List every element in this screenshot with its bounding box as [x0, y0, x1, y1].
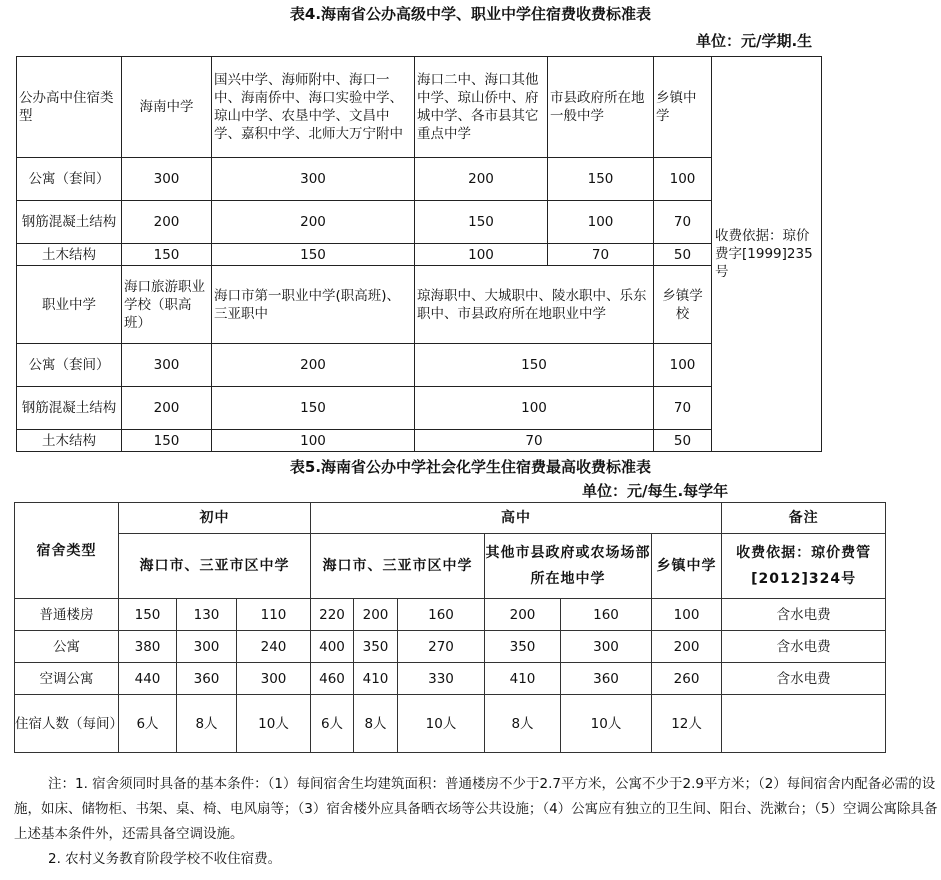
- table4-header-row: [17, 57, 822, 158]
- table4-title: 表4.海南省公办高级中学、职业中学住宿费收费标准表: [289, 5, 652, 23]
- header-cell: 海口市第一职业中学(职高班)、三亚职中: [212, 266, 415, 344]
- value-cell: 400: [311, 631, 354, 663]
- value-cell: 50: [654, 244, 712, 266]
- value-cell: 70: [654, 201, 712, 244]
- table-row: [15, 663, 886, 695]
- table5: [14, 502, 886, 753]
- header-cell: 收费依据：琼价费管[2012]324号: [722, 534, 886, 599]
- table-row: [15, 695, 886, 753]
- row-label: 公寓（套间）: [17, 344, 122, 387]
- value-cell: 410: [354, 663, 398, 695]
- value-cell: 100: [415, 387, 654, 430]
- row-label: 住宿人数（每间）: [15, 695, 119, 753]
- table-row: [15, 599, 886, 631]
- header-cell: 公办高中住宿类型: [17, 57, 122, 158]
- value-cell: 150: [212, 244, 415, 266]
- header-cell: 市县政府所在地一般中学: [548, 57, 654, 158]
- value-cell: 300: [177, 631, 237, 663]
- value-cell: 330: [398, 663, 485, 695]
- row-label: 土木结构: [17, 244, 122, 266]
- header-cell: 海口旅游职业学校（职高班）: [122, 266, 212, 344]
- header-cell: 海口市、三亚市区中学: [311, 534, 485, 599]
- basis-cell: 收费依据：琼价费字[1999]235号: [712, 57, 822, 452]
- row-label: 钢筋混凝土结构: [17, 387, 122, 430]
- value-cell: 220: [311, 599, 354, 631]
- value-cell: 100: [654, 158, 712, 201]
- remark-cell: 含水电费: [722, 599, 886, 631]
- table4-vocational-header-row: [17, 266, 822, 344]
- value-cell: 380: [119, 631, 177, 663]
- table-row: [17, 158, 822, 201]
- header-cell: 海口市、三亚市区中学: [119, 534, 311, 599]
- value-cell: 240: [237, 631, 311, 663]
- value-cell: 160: [398, 599, 485, 631]
- value-cell: 350: [354, 631, 398, 663]
- footnotes: [14, 772, 939, 872]
- value-cell: 150: [415, 201, 548, 244]
- value-cell: 200: [212, 201, 415, 244]
- value-cell: 100: [652, 599, 722, 631]
- value-cell: 200: [652, 631, 722, 663]
- value-cell: 100: [415, 244, 548, 266]
- value-cell: 100: [212, 430, 415, 452]
- value-cell: 200: [122, 201, 212, 244]
- value-cell: 130: [177, 599, 237, 631]
- header-cell: 乡镇中学: [652, 534, 722, 599]
- value-cell: 360: [561, 663, 652, 695]
- header-cell: 备注: [722, 503, 886, 534]
- value-cell: 12人: [652, 695, 722, 753]
- table4-unit: 单位：元/学期.生: [696, 32, 813, 50]
- value-cell: 6人: [119, 695, 177, 753]
- value-cell: 70: [654, 387, 712, 430]
- value-cell: 150: [415, 344, 654, 387]
- header-cell: 初中: [119, 503, 311, 534]
- value-cell: 350: [485, 631, 561, 663]
- value-cell: 300: [122, 158, 212, 201]
- header-cell: 琼海职中、大城职中、陵水职中、乐东职中、市县政府所在地职业中学: [415, 266, 654, 344]
- value-cell: 70: [548, 244, 654, 266]
- row-label: 普通楼房: [15, 599, 119, 631]
- value-cell: 8人: [177, 695, 237, 753]
- value-cell: 150: [212, 387, 415, 430]
- value-cell: 200: [485, 599, 561, 631]
- header-cell: 职业中学: [17, 266, 122, 344]
- value-cell: 300: [237, 663, 311, 695]
- header-cell: 宿舍类型: [15, 503, 119, 599]
- row-label: 钢筋混凝土结构: [17, 201, 122, 244]
- value-cell: 460: [311, 663, 354, 695]
- table5-unit: 单位：元/每生.每学年: [582, 482, 729, 500]
- row-label: 空调公寓: [15, 663, 119, 695]
- value-cell: 10人: [398, 695, 485, 753]
- table4: [16, 56, 822, 452]
- value-cell: 110: [237, 599, 311, 631]
- value-cell: 300: [561, 631, 652, 663]
- value-cell: 10人: [237, 695, 311, 753]
- table-row: [17, 387, 822, 430]
- row-label: 公寓（套间）: [17, 158, 122, 201]
- value-cell: 150: [119, 599, 177, 631]
- table5-subheader-row: [15, 534, 886, 599]
- table5-title: 表5.海南省公办中学社会化学生住宿费最高收费标准表: [289, 458, 652, 476]
- value-cell: 360: [177, 663, 237, 695]
- value-cell: 6人: [311, 695, 354, 753]
- value-cell: 200: [354, 599, 398, 631]
- header-cell: 海口二中、海口其他中学、琼山侨中、府城中学、各市县其它重点中学: [415, 57, 548, 158]
- value-cell: 410: [485, 663, 561, 695]
- value-cell: 150: [122, 244, 212, 266]
- remark-cell: [722, 695, 886, 753]
- value-cell: 8人: [354, 695, 398, 753]
- table-row: [17, 244, 822, 266]
- value-cell: 440: [119, 663, 177, 695]
- value-cell: 300: [212, 158, 415, 201]
- remark-cell: 含水电费: [722, 663, 886, 695]
- row-label: 土木结构: [17, 430, 122, 452]
- table-row: [17, 344, 822, 387]
- value-cell: 160: [561, 599, 652, 631]
- table-row: [17, 430, 822, 452]
- header-cell: 高中: [311, 503, 722, 534]
- value-cell: 100: [548, 201, 654, 244]
- value-cell: 100: [654, 344, 712, 387]
- value-cell: 200: [415, 158, 548, 201]
- value-cell: 270: [398, 631, 485, 663]
- table-row: [15, 631, 886, 663]
- value-cell: 8人: [485, 695, 561, 753]
- table5-header-row: [15, 503, 886, 534]
- row-label: 公寓: [15, 631, 119, 663]
- value-cell: 200: [212, 344, 415, 387]
- header-cell: 其他市县政府或农场场部所在地中学: [485, 534, 652, 599]
- value-cell: 50: [654, 430, 712, 452]
- header-cell: 海南中学: [122, 57, 212, 158]
- value-cell: 200: [122, 387, 212, 430]
- header-cell: 国兴中学、海师附中、海口一中、海南侨中、海口实验中学、琼山中学、农垦中学、文昌中学、嘉积中学、北师大万宁附中: [212, 57, 415, 158]
- note-2: 2. 农村义务教育阶段学校不收住宿费。: [48, 851, 282, 867]
- value-cell: 70: [415, 430, 654, 452]
- value-cell: 150: [548, 158, 654, 201]
- value-cell: 150: [122, 430, 212, 452]
- table-row: [17, 201, 822, 244]
- header-cell: 乡镇中学: [654, 57, 712, 158]
- value-cell: 10人: [561, 695, 652, 753]
- value-cell: 300: [122, 344, 212, 387]
- remark-cell: 含水电费: [722, 631, 886, 663]
- value-cell: 260: [652, 663, 722, 695]
- header-cell: 乡镇学校: [654, 266, 712, 344]
- note-1: 注：1. 宿舍须同时具备的基本条件：（1）每间宿舍生均建筑面积：普通楼房不少于2.7平方米，公寓不少于2.9平方米；（2）每间宿舍内配备必需的设施，如床、储物柜、书架、桌、椅、电风扇等；（3）宿舍楼外应具备晒衣场等公共设施；（4）公寓应有独立的卫生间、阳台、洗漱台；（5）空调公寓除具备上述基本条件外，还需具备空调设施。: [14, 776, 938, 842]
